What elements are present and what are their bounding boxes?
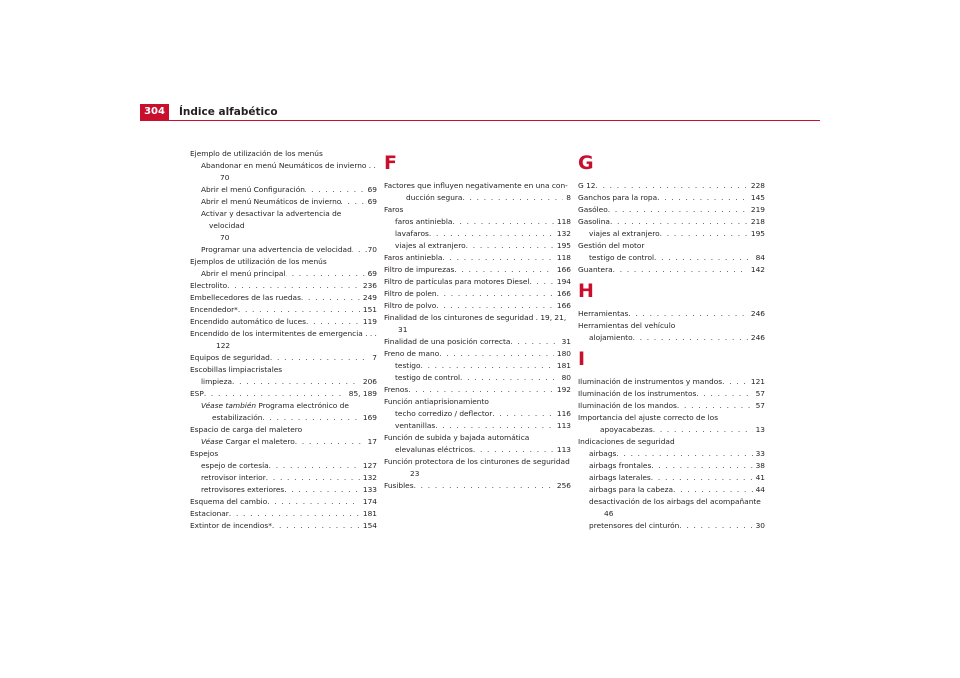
index-subentry: airbags frontales . . . 38 [578,460,765,472]
index-subentry: desactivación de los airbags del acompañante [589,497,761,506]
page-ref: 70 [220,173,230,182]
index-subentry: pretensores del cinturón . . . 30 [578,520,765,532]
see-also: Véase también Programa electrónico de [201,401,349,410]
index-subentry: viajes al extranjero . . . 195 [384,240,571,252]
index-subentry: airbags laterales . . . 41 [578,472,765,484]
index-column-1 [190,148,377,532]
page-ref: 70 [220,233,230,242]
index-entry: Función antiaprisionamiento [384,397,489,406]
index-entry: Frenos . . . 192 [384,384,571,396]
index-entry: Escobillas limpiacristales [190,365,283,374]
page-ref: 46 [604,509,614,518]
index-entry: Estacionar . . . 181 [190,508,377,520]
index-subentry: Abrir el menú Neumáticos de invierno . . . 69 [190,196,377,208]
index-subentry: faros antiniebla . . . 118 [384,216,571,228]
section-letter-i: I [578,348,586,370]
index-entry: Indicaciones de seguridad [578,437,675,446]
see-reference: Véase Cargar el maletero . . . 17 [190,436,377,448]
index-entry: Faros [384,205,404,214]
see-also-continuation: estabilización . . . 169 [190,412,377,424]
index-entry: Fusibles . . . 256 [384,480,571,492]
index-entry: Iluminación de instrumentos y mandos . . . 121 [578,376,765,388]
index-subentry: Activar y desactivar la advertencia de velocidad [201,209,342,230]
index-entry: Iluminación de los instrumentos . . . 57 [578,388,765,400]
index-subentry: Abrir el menú Configuración . . . 69 [190,184,377,196]
index-subentry: retrovisores exteriores . . . 133 [190,484,377,496]
index-column-3 [578,152,765,532]
page-ref: 122 [216,341,231,350]
index-subentry: airbags para la cabeza . . . 44 [578,484,765,496]
index-entry: Importancia del ajuste correcto de los [578,413,719,422]
index-entry: Filtro de polen . . . 166 [384,288,571,300]
index-entry: Encendido de los intermitentes de emergencia . . . [190,329,377,338]
index-entry: Guantera . . . 142 [578,264,765,276]
index-entry: Función de subida y bajada automática [384,433,530,442]
index-subentry: Abandonar en menú Neumáticos de invierno . . [201,161,376,170]
index-subentry: retrovisor interior . . . 132 [190,472,377,484]
index-entry: Encendedor* . . . 151 [190,304,377,316]
index-entry: Electrolito . . . 236 [190,280,377,292]
index-entry: G 12 . . . 228 [578,180,765,192]
index-entry: Espejos [190,449,219,458]
index-subentry: ventanillas . . . 113 [384,420,571,432]
index-entry: Factores que influyen negativamente en una con- [384,181,568,190]
section-letter-g: G [578,152,594,174]
index-subentry: alojamiento . . . 246 [578,332,765,344]
index-entry: Ejemplos de utilización de los menús [190,257,327,266]
index-entry: Filtro de partículas para motores Diesel . . . 194 [384,276,571,288]
header-title: Índice alfabético [179,106,278,118]
index-subentry: techo corredizo / deflector . . . 116 [384,408,571,420]
index-entry: Gestión del motor [578,241,645,250]
section-letter-f: F [384,152,397,174]
index-entry: Función protectora de los cinturones de seguridad [384,457,570,466]
page-ref: 31 [398,325,408,334]
index-entry: Herramientas . . . 246 [578,308,765,320]
index-subentry: limpieza . . . 206 [190,376,377,388]
index-entry: Freno de mano . . . 180 [384,348,571,360]
index-subentry: elevalunas eléctricos . . . 113 [384,444,571,456]
index-entry-continuation: ducción segura . . . 8 [384,192,571,204]
page-number: 304 [140,104,169,120]
index-subentry: Programar una advertencia de velocidad . . . 70 [190,244,377,256]
index-entry: ESP . . . 85, 189 [190,388,377,400]
index-entry: Gasolina . . . 218 [578,216,765,228]
index-entry: Encendido automático de luces . . . 119 [190,316,377,328]
index-subentry: Abrir el menú principal . . . 69 [190,268,377,280]
index-entry: Filtro de polvo . . . 166 [384,300,571,312]
index-column-2 [384,152,571,492]
index-entry: Equipos de seguridad . . . 7 [190,352,377,364]
index-subentry: airbags . . . 33 [578,448,765,460]
index-entry: Ejemplo de utilización de los menús [190,149,323,158]
index-entry: Finalidad de una posición correcta . . . 31 [384,336,571,348]
index-entry: Filtro de impurezas . . . 166 [384,264,571,276]
index-subentry: espejo de cortesía . . . 127 [190,460,377,472]
page-ref: 23 [410,469,420,478]
index-entry: Extintor de incendios* . . . 154 [190,520,377,532]
index-subentry: testigo de control . . . 80 [384,372,571,384]
page-header [140,104,820,121]
index-entry: Iluminación de los mandos . . . 57 [578,400,765,412]
index-entry: Ganchos para la ropa . . . 145 [578,192,765,204]
index-entry-continuation: apoyacabezas . . . 13 [578,424,765,436]
index-entry: Embellecedores de las ruedas . . . 249 [190,292,377,304]
index-entry: Faros antiniebla . . . 118 [384,252,571,264]
index-entry: Espacio de carga del maletero [190,425,303,434]
index-subentry: viajes al extranjero . . . 195 [578,228,765,240]
section-letter-h: H [578,280,594,302]
index-subentry: lavafaros . . . 132 [384,228,571,240]
index-entry: Herramientas del vehículo [578,321,676,330]
index-entry: Gasóleo . . . 219 [578,204,765,216]
index-subentry: testigo de control . . . 84 [578,252,765,264]
index-entry: Finalidad de los cinturones de seguridad . 19, 21, [384,313,567,322]
index-entry: Esquema del cambio . . . 174 [190,496,377,508]
index-subentry: testigo . . . 181 [384,360,571,372]
